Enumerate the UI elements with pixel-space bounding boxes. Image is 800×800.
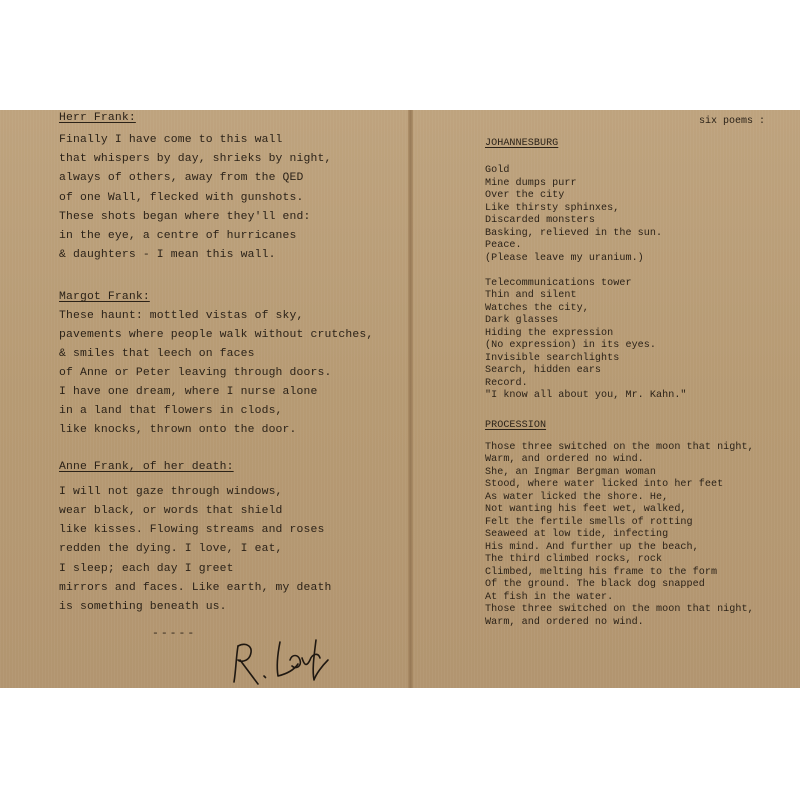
poem-line: Telecommunications tower (485, 278, 632, 289)
poem-line: & daughters - I mean this wall. (59, 249, 276, 261)
poem-line: Like thirsty sphinxes, (485, 203, 620, 214)
booklet-spread (0, 110, 800, 688)
poem-line: These haunt: mottled vistas of sky, (59, 310, 304, 322)
poem-line: Peace. (485, 240, 522, 251)
poem-line: of one Wall, flecked with gunshots. (59, 192, 304, 204)
poem-line: Those three switched on the moon that night, (485, 442, 754, 453)
poem-line: like kisses. Flowing streams and roses (59, 524, 325, 536)
poem-line: redden the dying. I love, I eat, (59, 543, 283, 555)
poem-line: mirrors and faces. Like earth, my death (59, 582, 332, 594)
poem-line: Warm, and ordered no wind. (485, 454, 644, 465)
poem-line: Climbed, melting his frame to the form (485, 567, 718, 578)
poem-line: At fish in the water. (485, 592, 614, 603)
poem-line: Basking, relieved in the sun. (485, 228, 663, 239)
poem-line: & smiles that leech on faces (59, 348, 255, 360)
separator-dashes: ----- (152, 628, 197, 640)
poem-line: Thin and silent (485, 290, 577, 301)
poem-line: Watches the city, (485, 303, 589, 314)
poem-line: (Please leave my uranium.) (485, 253, 644, 264)
heading-johannesburg: JOHANNESBURG (485, 138, 559, 149)
author-signature (224, 630, 334, 690)
poem-line: As water licked the shore. He, (485, 492, 669, 503)
poem-line: (No expression) in its eyes. (485, 340, 657, 351)
poem-line: Gold (485, 165, 510, 176)
poem-line: Dark glasses (485, 315, 559, 326)
poem-line: I will not gaze through windows, (59, 486, 283, 498)
poem-line: Record. (485, 378, 528, 389)
poem-line: Mine dumps purr (485, 178, 577, 189)
poem-line: Warm, and ordered no wind. (485, 617, 644, 628)
poem-line: wear black, or words that shield (59, 505, 283, 517)
poem-line: Seaweed at low tide, infecting (485, 529, 669, 540)
right-page (412, 110, 800, 688)
poem-line: Over the city (485, 190, 565, 201)
left-page (0, 110, 410, 688)
poem-line: Stood, where water licked into her feet (485, 479, 724, 490)
poem-line: Those three switched on the moon that night, (485, 604, 754, 615)
poem-line: Not wanting his feet wet, walked, (485, 504, 687, 515)
poem-line: These shots began where they'll end: (59, 211, 311, 223)
heading-herr-frank: Herr Frank: (59, 112, 136, 124)
heading-procession: PROCESSION (485, 420, 547, 431)
poem-line: Search, hidden ears (485, 365, 602, 376)
poem-line: "I know all about you, Mr. Kahn." (485, 390, 687, 401)
poem-line: Finally I have come to this wall (59, 134, 283, 146)
poem-line: always of others, away from the QED (59, 172, 304, 184)
poem-line: is something beneath us. (59, 601, 227, 613)
poem-line: Invisible searchlights (485, 353, 620, 364)
poem-line: I have one dream, where I nurse alone (59, 386, 318, 398)
poem-line: She, an Ingmar Bergman woman (485, 467, 657, 478)
poem-line: pavements where people walk without crutches, (59, 329, 374, 341)
page-label: six poems : (699, 116, 766, 127)
poem-line: of Anne or Peter leaving through doors. (59, 367, 332, 379)
heading-anne-frank: Anne Frank, of her death: (59, 461, 234, 473)
poem-line: Felt the fertile smells of rotting (485, 517, 693, 528)
poem-line: in the eye, a centre of hurricanes (59, 230, 297, 242)
poem-line: Hiding the expression (485, 328, 614, 339)
poem-line: The third climbed rocks, rock (485, 554, 663, 565)
poem-line: Of the ground. The black dog snapped (485, 579, 705, 590)
poem-line: that whispers by day, shrieks by night, (59, 153, 332, 165)
poem-line: in a land that flowers in clods, (59, 405, 283, 417)
poem-line: Discarded monsters (485, 215, 595, 226)
heading-margot-frank: Margot Frank: (59, 291, 150, 303)
poem-line: like knocks, thrown onto the door. (59, 424, 297, 436)
poem-line: I sleep; each day I greet (59, 563, 234, 575)
poem-line: His mind. And further up the beach, (485, 542, 699, 553)
